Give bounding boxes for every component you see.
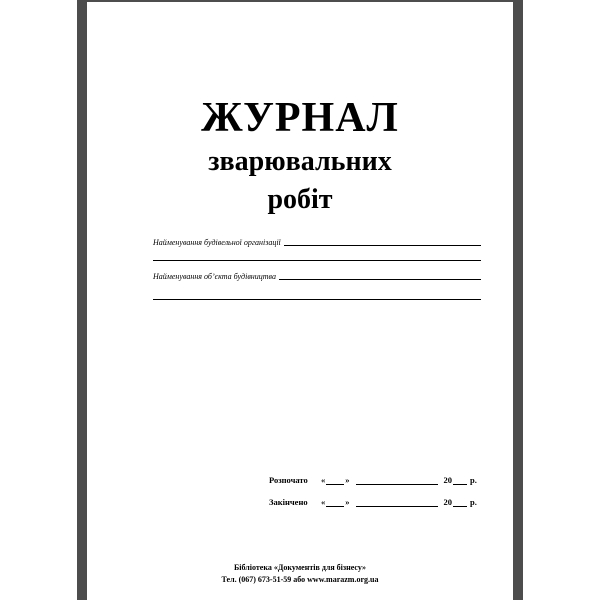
finished-year-line (453, 506, 467, 507)
finished-day-line (326, 506, 344, 507)
finished-close-quote: » (345, 497, 350, 507)
started-year-line (453, 484, 467, 485)
footer-library-line: Бібліотека «Документів для бізнесу» (233, 563, 367, 572)
started-label: Розпочато (269, 475, 308, 485)
started-close-quote: » (345, 475, 350, 485)
finished-year-suffix: р. (470, 497, 477, 507)
document-page (87, 2, 513, 600)
object-field-line (279, 279, 481, 280)
document-subtitle-line1: зварювальних (208, 146, 392, 177)
finished-open-quote: « (321, 497, 326, 507)
started-year-suffix: р. (470, 475, 477, 485)
finished-month-line (356, 506, 438, 507)
object-field-extra-line (153, 299, 481, 300)
organization-field-line (284, 245, 481, 246)
organization-field-extra-line (153, 260, 481, 261)
finished-year-prefix: 20 (443, 497, 452, 507)
organization-field-label: Найменування будівельної організації (153, 238, 281, 247)
document-title: ЖУРНАЛ (201, 95, 399, 141)
footer-contact-line: Тел. (067) 673-51-59 або www.marazm.org.ua (221, 575, 379, 584)
started-open-quote: « (321, 475, 326, 485)
object-field-label: Найменування об’єкта будівництва (153, 272, 276, 281)
object-field (153, 269, 481, 281)
finished-label: Закінчено (269, 497, 308, 507)
started-month-line (356, 484, 438, 485)
organization-field (153, 235, 481, 247)
started-year-prefix: 20 (443, 475, 452, 485)
finished-date-row (269, 495, 477, 507)
started-day-line (326, 484, 344, 485)
started-date-row (269, 473, 477, 485)
document-subtitle-line2: робіт (267, 184, 333, 215)
